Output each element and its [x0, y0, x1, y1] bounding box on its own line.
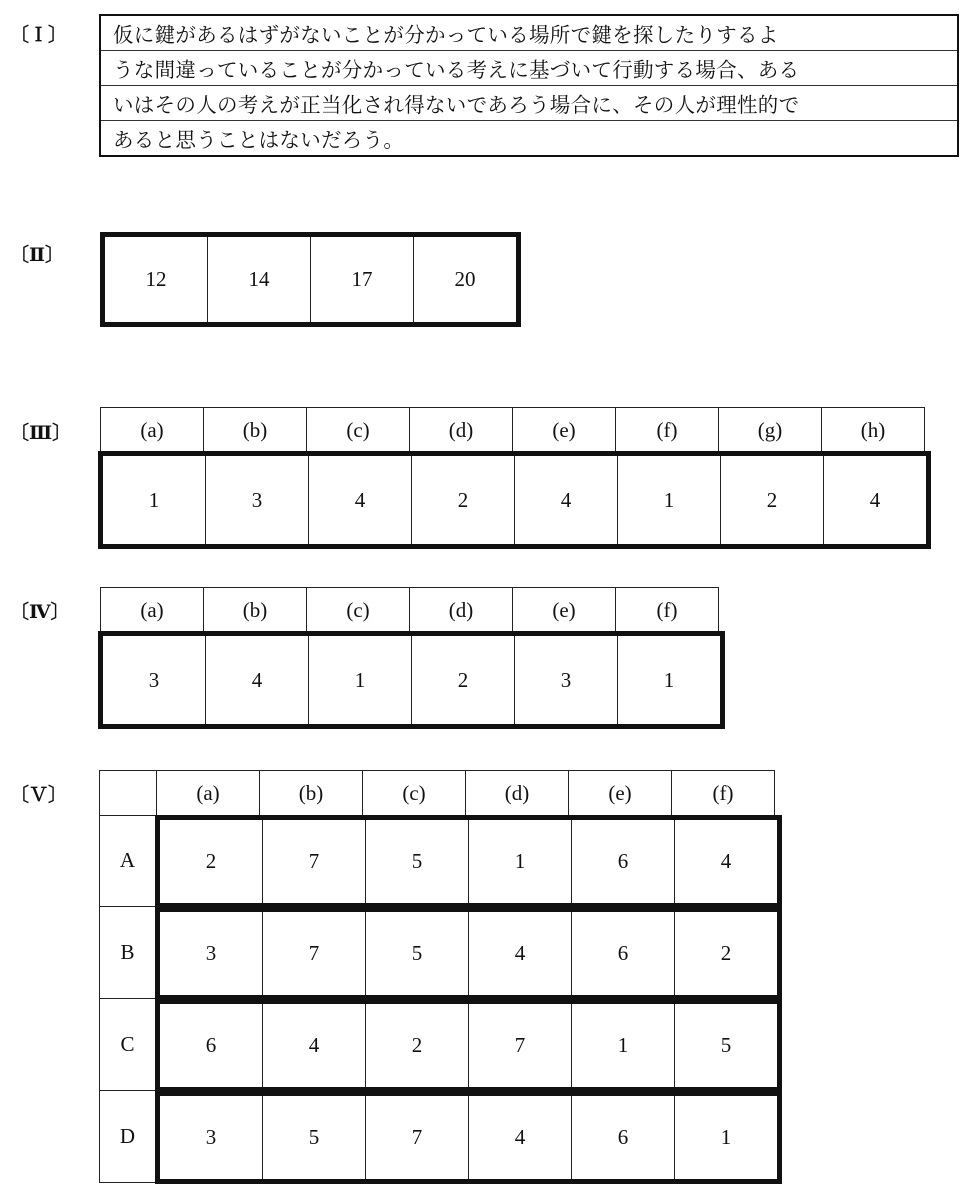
answer-line: 仮に鍵があるはずがないことが分かっている場所で鍵を探したりするよ — [100, 15, 958, 51]
section-3-label: 〔Ⅲ〕 — [10, 422, 72, 444]
column-header: (c) — [307, 588, 410, 633]
answer-cell: 3 — [206, 454, 309, 547]
column-header: (d) — [466, 771, 569, 816]
section-5-row-b — [155, 907, 782, 1000]
answer-cell: 1 — [469, 818, 572, 906]
answer-cell: 4 — [206, 634, 309, 727]
answer-cell: 4 — [309, 454, 412, 547]
column-header: (f) — [672, 771, 775, 816]
answer-cell: 4 — [469, 1094, 572, 1182]
answer-cell: 4 — [469, 910, 572, 998]
section-4-label: 〔Ⅳ〕 — [10, 601, 70, 623]
answer-cell: 12 — [103, 235, 208, 325]
column-header: (a) — [157, 771, 260, 816]
answer-cell: 3 — [101, 634, 206, 727]
column-header: (b) — [204, 408, 307, 453]
answer-line: あると思うことはないだろう。 — [113, 128, 405, 152]
answer-cell: 6 — [572, 818, 675, 906]
answer-cell: 2 — [366, 1002, 469, 1090]
column-header: (c) — [307, 408, 410, 453]
answer-cell: 4 — [263, 1002, 366, 1090]
answer-cell: 2 — [412, 454, 515, 547]
section-5-label: 〔Ｖ〕 — [10, 784, 68, 806]
column-header: (h) — [822, 408, 925, 453]
answer-cell: 7 — [366, 1094, 469, 1182]
section-3-header-row — [100, 407, 925, 453]
answer-cell: 1 — [572, 1002, 675, 1090]
section-2-label: 〔Ⅱ〕 — [10, 244, 65, 266]
answer-cell: 14 — [208, 235, 311, 325]
row-label-d: D — [99, 1091, 155, 1183]
section-5-row-c — [155, 999, 782, 1092]
answer-cell: 2 — [721, 454, 824, 547]
column-header: (a) — [101, 588, 204, 633]
answer-cell: 5 — [366, 818, 469, 906]
answer-cell: 6 — [572, 1094, 675, 1182]
answer-cell: 4 — [675, 818, 780, 906]
corner-cell — [100, 771, 157, 816]
answer-cell: 20 — [414, 235, 519, 325]
column-header: (f) — [616, 588, 719, 633]
answer-cell: 2 — [675, 910, 780, 998]
column-header: (g) — [719, 408, 822, 453]
answer-line: いはその人の考えが正当化され得ないであろう場合に、その人が理性的で — [100, 86, 958, 121]
column-header: (d) — [410, 588, 513, 633]
column-header: (b) — [204, 588, 307, 633]
answer-cell: 1 — [101, 454, 206, 547]
answer-cell: 17 — [311, 235, 414, 325]
section-1-answer-box — [99, 14, 959, 157]
answer-cell: 5 — [675, 1002, 780, 1090]
answer-cell: 1 — [309, 634, 412, 727]
column-header: (e) — [513, 588, 616, 633]
section-5-row-a — [155, 815, 782, 908]
section-4-answer-row — [98, 631, 725, 729]
answer-cell: 5 — [366, 910, 469, 998]
answer-cell: 3 — [515, 634, 618, 727]
answer-cell: 5 — [263, 1094, 366, 1182]
answer-cell: 3 — [158, 910, 263, 998]
column-header: (b) — [260, 771, 363, 816]
column-header: (c) — [363, 771, 466, 816]
answer-cell: 2 — [158, 818, 263, 906]
answer-cell: 1 — [618, 454, 721, 547]
section-5-row-d — [155, 1091, 782, 1184]
answer-cell: 6 — [572, 910, 675, 998]
row-label-c: C — [99, 999, 155, 1091]
row-label-b: B — [99, 907, 155, 999]
answer-cell: 7 — [469, 1002, 572, 1090]
answer-cell: 6 — [158, 1002, 263, 1090]
answer-cell: 7 — [263, 910, 366, 998]
answer-cell: 4 — [824, 454, 929, 547]
section-4-header-row — [100, 587, 719, 633]
answer-cell: 2 — [412, 634, 515, 727]
column-header: (e) — [513, 408, 616, 453]
answer-cell: 1 — [675, 1094, 780, 1182]
answer-cell: 3 — [158, 1094, 263, 1182]
column-header: (e) — [569, 771, 672, 816]
column-header: (d) — [410, 408, 513, 453]
section-2-answer-table — [100, 232, 521, 327]
section-1-label: 〔Ｉ〕 — [10, 24, 68, 46]
column-header: (a) — [101, 408, 204, 453]
answer-cell: 4 — [515, 454, 618, 547]
answer-cell: 1 — [618, 634, 723, 727]
row-label-a: A — [99, 815, 155, 907]
answer-cell: 7 — [263, 818, 366, 906]
section-5-header-row — [99, 770, 775, 816]
answer-line: うな間違っていることが分かっている考えに基づいて行動する場合、ある — [100, 51, 958, 86]
column-header: (f) — [616, 408, 719, 453]
section-3-answer-row — [98, 451, 931, 549]
